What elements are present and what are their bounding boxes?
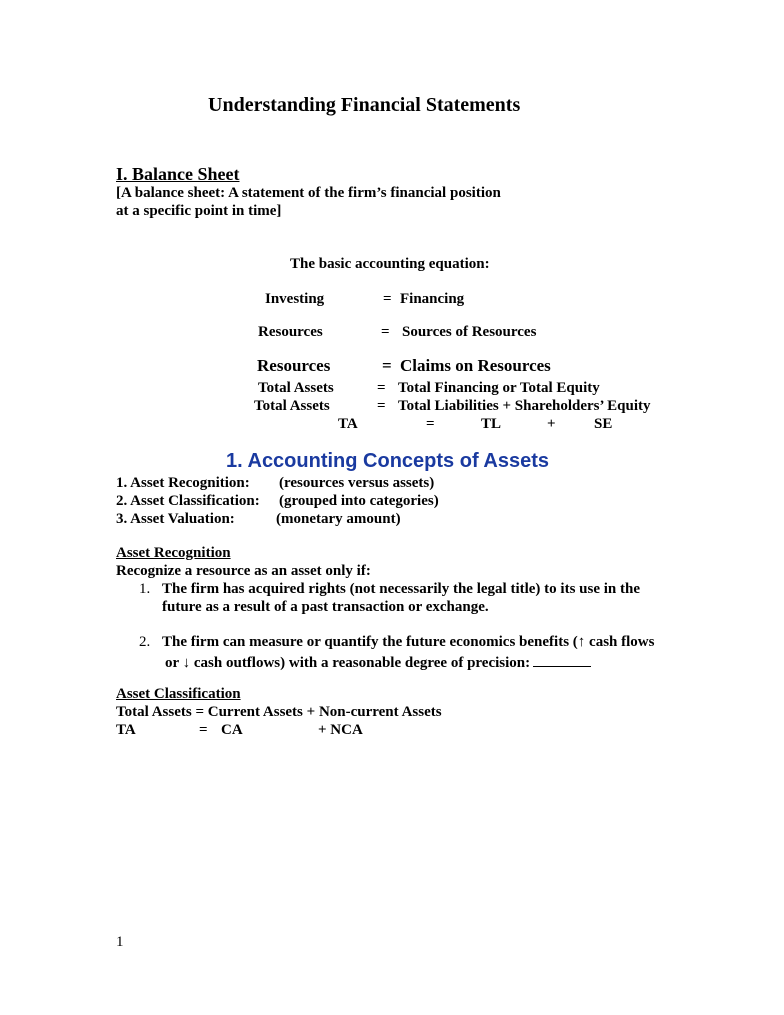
asset-classification-ta: TA	[116, 722, 136, 738]
equation-row-5-left: Total Assets	[254, 398, 330, 414]
equation-row-1-right: Financing	[400, 291, 465, 307]
equation-row-1-equals: =	[383, 291, 392, 307]
equation-row-5-equals: =	[377, 398, 386, 414]
equation-row-3-equals: =	[382, 356, 392, 375]
concept-label: 1. Asset Recognition:	[116, 475, 250, 491]
equation-abbrev-ta: TA	[338, 416, 358, 432]
concept-label: 2. Asset Classification:	[116, 493, 260, 509]
equation-row-4-left: Total Assets	[258, 380, 334, 396]
concept-desc: (resources versus assets)	[279, 475, 435, 491]
list-item-line: The firm can measure or quantify the future economics benefits (↑ cash flows	[162, 634, 655, 650]
equation-abbrev-plus: +	[547, 416, 556, 432]
section-heading-balance-sheet: I. Balance Sheet	[116, 164, 240, 184]
equation-abbrev-equals: =	[426, 416, 435, 432]
equation-row-2-right: Sources of Resources	[402, 324, 537, 340]
equation-heading: The basic accounting equation:	[290, 256, 490, 272]
page-number: 1	[116, 934, 124, 950]
page-title: Understanding Financial Statements	[208, 94, 521, 116]
asset-classification-heading: Asset Classification	[116, 686, 241, 702]
list-item-number: 1.	[139, 581, 151, 597]
concept-desc: (monetary amount)	[276, 511, 401, 527]
list-item-line: or ↓ cash outflows) with a reasonable degree of precision:	[165, 655, 531, 671]
list-item-line: The firm has acquired rights (not necessarily the legal title) to its use in the	[162, 581, 641, 597]
asset-classification-nca: + NCA	[318, 722, 363, 738]
asset-classification-equation: Total Assets = Current Assets + Non-current Assets	[116, 704, 442, 720]
balance-sheet-definition-line-1: [A balance sheet: A statement of the firm’s financial position	[116, 185, 501, 201]
equation-abbrev-se: SE	[594, 416, 613, 432]
equation-row-3-right: Claims on Resources	[400, 356, 551, 375]
asset-recognition-heading: Asset Recognition	[116, 545, 231, 561]
equation-row-4-equals: =	[377, 380, 386, 396]
list-item-number: 2.	[139, 634, 151, 650]
equation-row-2-left: Resources	[258, 324, 323, 340]
concept-label: 3. Asset Valuation:	[116, 511, 235, 527]
list-item-line: future as a result of a past transaction or exchange.	[162, 599, 489, 615]
equation-row-2-equals: =	[381, 324, 390, 340]
fill-in-blank	[533, 652, 591, 667]
list-item-line-with-blank	[165, 652, 591, 672]
equation-row-1-left: Investing	[265, 291, 325, 307]
equation-row-4-right: Total Financing or Total Equity	[398, 380, 600, 396]
balance-sheet-definition-line-2: at a specific point in time]	[116, 203, 282, 219]
asset-recognition-intro: Recognize a resource as an asset only if:	[116, 563, 371, 579]
concepts-heading: 1. Accounting Concepts of Assets	[226, 450, 550, 472]
asset-classification-ca: CA	[221, 722, 243, 738]
equation-abbrev-tl: TL	[481, 416, 502, 432]
concept-desc: (grouped into categories)	[279, 493, 439, 509]
asset-classification-equals: =	[199, 722, 208, 738]
equation-row-5-right: Total Liabilities + Shareholders’ Equity	[398, 398, 651, 414]
equation-row-3-left: Resources	[257, 356, 331, 375]
